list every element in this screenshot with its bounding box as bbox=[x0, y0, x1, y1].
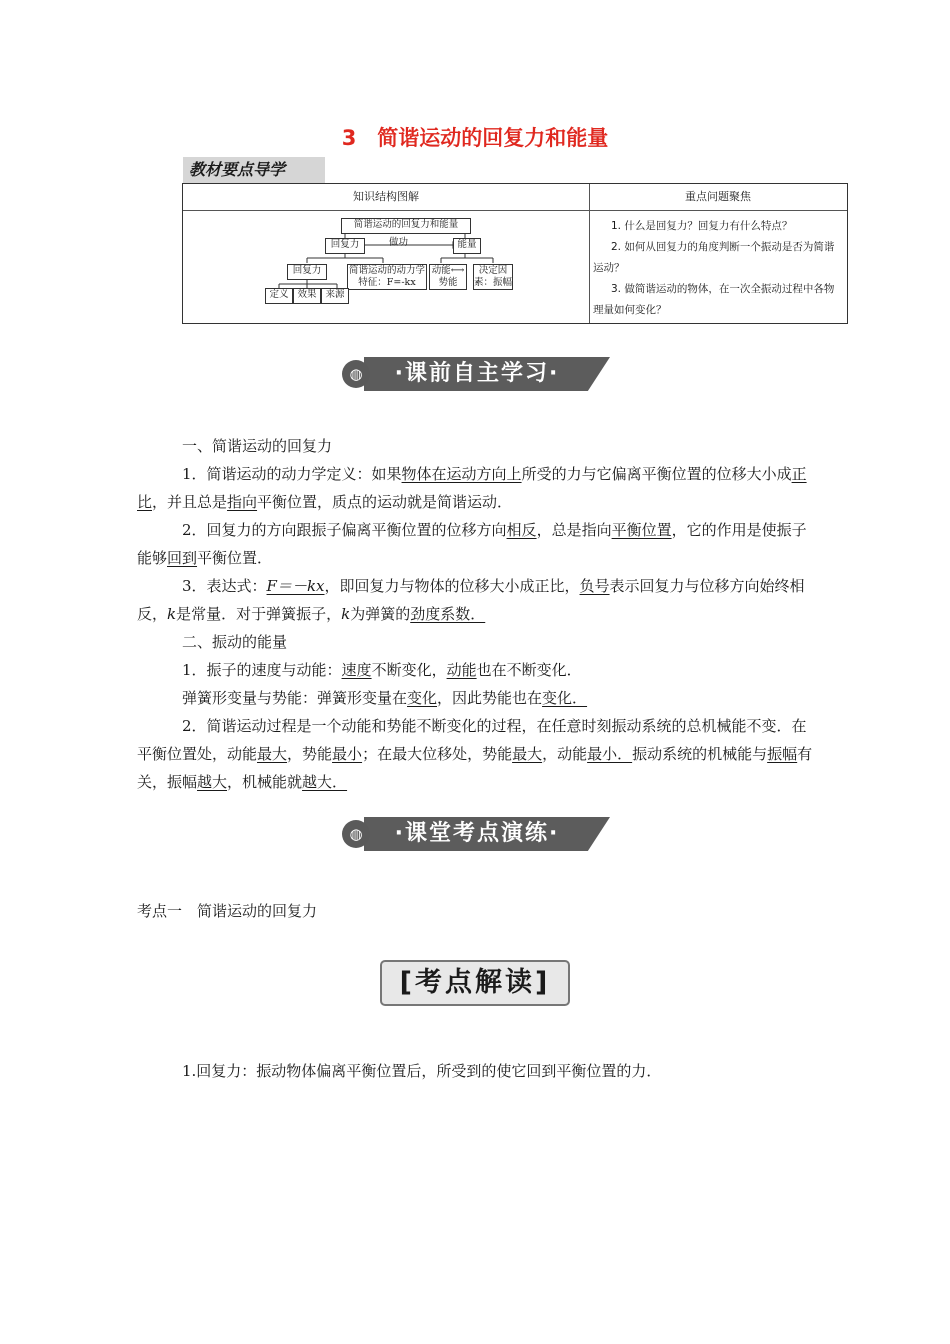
diagram-kinetic-potential: 动能⟷势能 bbox=[429, 264, 467, 290]
divider bbox=[589, 184, 590, 323]
knowledge-guide-table bbox=[182, 183, 848, 324]
diagram-leaf-definition: 定义 bbox=[265, 288, 293, 304]
page-title: 3 简谐运动的回复力和能量 bbox=[341, 126, 609, 150]
section-restoring-force bbox=[137, 432, 817, 796]
globe-icon: ◍ bbox=[342, 360, 370, 388]
diagram-energy: 能量 bbox=[453, 238, 481, 254]
interpretation-label: [考点解读] bbox=[380, 960, 570, 1006]
diagram-root: 简谐运动的回复力和能量 bbox=[341, 218, 471, 234]
banner-classroom: ◍ ·课堂考点演练· bbox=[342, 817, 610, 851]
section-tag: 教材要点导学 bbox=[183, 157, 325, 183]
paragraph: 2．简谐运动过程是一个动能和势能不断变化的过程，在任意时刻振动系统的总机械能不变．在平衡位置处，动能最大，势能最小；在最大位移处，势能最大，动能最小．振动系统的机械能与振幅有关，振幅越大，机械能就越大． bbox=[137, 717, 813, 791]
paragraph: 1．简谐运动的动力学定义：如果物体在运动方向上所受的力与它偏离平衡位置的位移大小成正比，并且总是指向平衡位置，质点的运动就是简谐运动． bbox=[137, 465, 807, 511]
question-item: 3. 做简谐运动的物体，在一次全振动过程中各物理量如何变化？ bbox=[593, 283, 835, 316]
section-heading: 二、振动的能量 bbox=[182, 633, 288, 651]
kaodian-heading: 考点一 简谐运动的回复力 bbox=[137, 902, 318, 920]
paragraph: 1．振子的速度与动能：速度不断变化，动能也在不断变化． bbox=[182, 661, 582, 679]
key-questions bbox=[593, 216, 843, 321]
paragraph: 弹簧形变量与势能：弹簧形变量在变化，因此势能也在变化． bbox=[182, 689, 588, 707]
paragraph: 2．回复力的方向跟振子偏离平衡位置的位移方向相反，总是指向平衡位置，它的作用是使振子能够回到平衡位置． bbox=[137, 521, 807, 567]
definition-paragraph: 1.回复力：振动物体偏离平衡位置后，所受到的使它回到平衡位置的力． bbox=[182, 1062, 662, 1080]
globe-icon: ◍ bbox=[342, 820, 370, 848]
col2-header: 重点问题聚焦 bbox=[589, 184, 847, 211]
diagram-dynamics: 简谐运动的动力学特征：F=-kx bbox=[348, 265, 425, 288]
diagram-leaf-effect: 效果 bbox=[293, 288, 321, 304]
diagram-force: 回复力 bbox=[325, 238, 365, 254]
diagram-determinant: 决定因素：振幅 bbox=[474, 265, 513, 288]
question-item: 2. 如何从回复力的角度判断一个振动是否为简谐运动？ bbox=[593, 241, 835, 274]
diagram-leaf-source: 来源 bbox=[321, 288, 349, 304]
banner-self-study: ◍ ·课前自主学习· bbox=[342, 357, 610, 391]
paragraph: 3．表达式：F＝－kx，即回复力与物体的位移大小成正比，负号表示回复力与位移方向始终相反，k是常量．对于弹簧振子，k为弹簧的劲度系数． bbox=[137, 577, 805, 623]
col1-header: 知识结构图解 bbox=[183, 184, 589, 211]
diagram-force-sub: 回复力 bbox=[287, 264, 327, 280]
question-item: 1. 什么是回复力？回复力有什么特点？ bbox=[611, 220, 793, 232]
diagram-arrow-label: 做功 bbox=[389, 237, 409, 248]
section-heading: 一、简谐运动的回复力 bbox=[182, 437, 333, 455]
